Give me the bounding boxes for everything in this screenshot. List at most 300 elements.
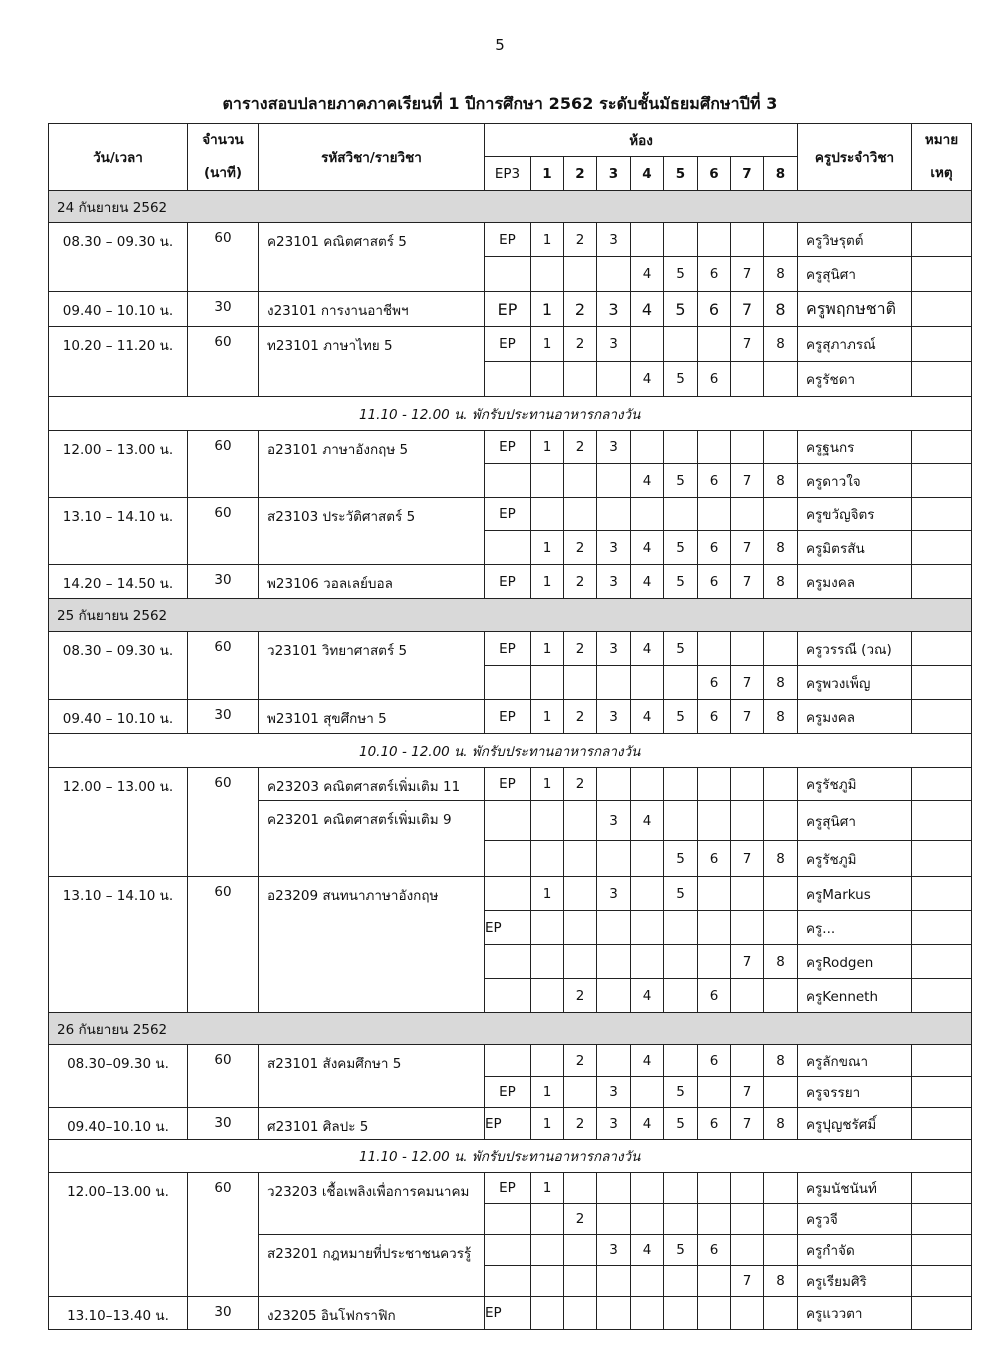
remark-cell	[912, 1173, 972, 1204]
room-ep-cell: EP	[485, 431, 531, 464]
room-4-cell: 4	[631, 565, 664, 599]
room-7-cell	[731, 1204, 764, 1235]
header-subject: รหัสวิชา/รายวิชา	[259, 124, 485, 191]
document-title: ตารางสอบปลายภาคภาคเรียนที่ 1 ปีการศึกษา 2562 ระดับชั้นมัธยมศึกษาปีที่ 3	[222, 94, 778, 113]
room-8-cell	[764, 431, 798, 464]
room-8-cell	[764, 768, 798, 801]
room-7-cell	[731, 1235, 764, 1266]
header-row-1	[49, 124, 972, 157]
room-7-cell: 7	[731, 841, 764, 877]
remark-cell	[912, 1235, 972, 1266]
exam-time: 13.10 – 14.10 น.	[49, 498, 188, 565]
room-5-cell: 5	[664, 1108, 698, 1140]
teacher-name: ครูปุญชรัศมิ์	[798, 1108, 912, 1140]
day-header-row	[49, 599, 972, 632]
exam-time: 09.40 – 10.10 น.	[49, 292, 188, 327]
room-6-cell	[698, 1297, 731, 1330]
room-7-cell	[731, 1045, 764, 1077]
header-duration-line1: จำนวน	[202, 132, 244, 148]
room-3-cell: 3	[597, 1077, 631, 1108]
exam-time: 13.10–13.40 น.	[49, 1297, 188, 1330]
teacher-name: ครูฐนกร	[798, 431, 912, 464]
room-5-cell	[664, 1173, 698, 1204]
room-4-cell	[631, 1173, 664, 1204]
room-1-cell	[531, 257, 564, 292]
exam-duration: 60	[188, 223, 259, 292]
room-1-cell: 1	[531, 632, 564, 666]
subject-name: ง23205 อินโฟกราฟิก	[259, 1297, 485, 1330]
room-6-cell	[698, 945, 731, 979]
room-1-cell: 1	[531, 292, 564, 327]
exam-time: 12.00 – 13.00 น.	[49, 431, 188, 498]
schedule-row	[49, 632, 972, 666]
remark-cell	[912, 431, 972, 464]
room-4-cell: 4	[631, 292, 664, 327]
remark-cell	[912, 877, 972, 911]
exam-time: 08.30–09.30 น.	[49, 1045, 188, 1108]
room-8-cell	[764, 1173, 798, 1204]
room-3-cell	[597, 911, 631, 945]
room-7-cell: 7	[731, 327, 764, 362]
room-8-cell	[764, 223, 798, 257]
room-ep-cell: EP	[485, 1173, 531, 1204]
teacher-name: ครูรัชภูมิ	[798, 841, 912, 877]
room-6-cell	[698, 223, 731, 257]
remark-cell	[912, 768, 972, 801]
teacher-name: ครูมงคล	[798, 700, 912, 734]
room-7-cell	[731, 877, 764, 911]
room-3-cell	[597, 498, 631, 531]
room-4-cell: 4	[631, 700, 664, 734]
exam-duration: 60	[188, 1173, 259, 1297]
room-4-cell	[631, 841, 664, 877]
remark-cell	[912, 945, 972, 979]
room-ep-cell	[485, 1266, 531, 1297]
room-5-cell: 5	[664, 464, 698, 498]
header-room-5: 5	[664, 157, 698, 191]
room-5-cell: 5	[664, 257, 698, 292]
remark-cell	[912, 362, 972, 397]
room-5-cell: 5	[664, 877, 698, 911]
teacher-name: ครูขวัญจิตร	[798, 498, 912, 531]
header-remark-line1: หมาย	[924, 132, 959, 148]
room-6-cell: 6	[698, 1108, 731, 1140]
room-8-cell: 8	[764, 666, 798, 700]
room-5-cell	[664, 768, 698, 801]
room-1-cell: 1	[531, 531, 564, 565]
room-3-cell: 3	[597, 531, 631, 565]
lunch-break-text: 11.10 - 12.00 น. พักรับประทานอาหารกลางวัน	[49, 1140, 972, 1173]
room-3-cell	[597, 1204, 631, 1235]
remark-cell	[912, 531, 972, 565]
schedule-row	[49, 498, 972, 531]
exam-duration: 60	[188, 768, 259, 877]
remark-cell	[912, 979, 972, 1013]
room-8-cell	[764, 801, 798, 841]
room-ep-cell	[485, 666, 531, 700]
subject-name: ท23101 ภาษาไทย 5	[259, 327, 485, 397]
room-4-cell	[631, 223, 664, 257]
room-4-cell	[631, 1297, 664, 1330]
room-4-cell: 4	[631, 257, 664, 292]
room-4-cell	[631, 1204, 664, 1235]
teacher-name: ครูพฤกษชาติ	[798, 292, 912, 327]
header-rooms: ห้อง	[485, 124, 798, 157]
room-4-cell: 4	[631, 1045, 664, 1077]
room-3-cell	[597, 362, 631, 397]
day-date: 24 กันยายน 2562	[49, 191, 972, 223]
day-header-row	[49, 191, 972, 223]
schedule-row	[49, 1173, 972, 1204]
room-8-cell	[764, 1204, 798, 1235]
room-3-cell: 3	[597, 223, 631, 257]
room-5-cell: 5	[664, 632, 698, 666]
day-header-row	[49, 1013, 972, 1045]
subject-name: อ23209 สนทนาภาษาอังกฤษ	[259, 877, 485, 1013]
room-ep-cell	[485, 531, 531, 565]
room-2-cell	[564, 1235, 597, 1266]
remark-cell	[912, 1108, 972, 1140]
exam-time: 10.20 – 11.20 น.	[49, 327, 188, 397]
room-1-cell: 1	[531, 1108, 564, 1140]
room-8-cell: 8	[764, 531, 798, 565]
room-8-cell	[764, 1297, 798, 1330]
schedule-row	[49, 292, 972, 327]
room-8-cell	[764, 877, 798, 911]
exam-time: 09.40 – 10.10 น.	[49, 700, 188, 734]
room-6-cell	[698, 801, 731, 841]
exam-duration: 60	[188, 877, 259, 1013]
room-4-cell: 4	[631, 1235, 664, 1266]
teacher-name: ครูดาวใจ	[798, 464, 912, 498]
room-ep-cell: EP	[485, 223, 531, 257]
remark-cell	[912, 1077, 972, 1108]
room-3-cell: 3	[597, 431, 631, 464]
room-8-cell: 8	[764, 1266, 798, 1297]
room-ep-cell: EP	[485, 1297, 531, 1330]
room-2-cell	[564, 666, 597, 700]
teacher-name: ครูRodgen	[798, 945, 912, 979]
room-4-cell: 4	[631, 362, 664, 397]
day-date: 25 กันยายน 2562	[49, 599, 972, 632]
room-2-cell: 2	[564, 1204, 597, 1235]
teacher-name: ครูรัชดา	[798, 362, 912, 397]
room-1-cell	[531, 1235, 564, 1266]
room-6-cell	[698, 327, 731, 362]
room-2-cell	[564, 362, 597, 397]
room-6-cell	[698, 632, 731, 666]
teacher-name: ครูรัชภูมิ	[798, 768, 912, 801]
room-8-cell: 8	[764, 292, 798, 327]
header-remark-line2: เหตุ	[930, 165, 953, 181]
room-6-cell	[698, 498, 731, 531]
room-3-cell	[597, 979, 631, 1013]
room-6-cell	[698, 431, 731, 464]
exam-duration: 30	[188, 292, 259, 327]
room-7-cell: 7	[731, 666, 764, 700]
exam-duration: 60	[188, 431, 259, 498]
remark-cell	[912, 911, 972, 945]
room-5-cell	[664, 666, 698, 700]
room-4-cell	[631, 1077, 664, 1108]
room-ep-cell: EP	[485, 768, 531, 801]
room-4-cell	[631, 768, 664, 801]
room-7-cell: 7	[731, 945, 764, 979]
room-2-cell: 2	[564, 327, 597, 362]
room-4-cell	[631, 877, 664, 911]
room-4-cell: 4	[631, 464, 664, 498]
room-1-cell	[531, 1297, 564, 1330]
exam-duration: 60	[188, 1045, 259, 1108]
header-time: วัน/เวลา	[49, 124, 188, 191]
room-1-cell: 1	[531, 877, 564, 911]
room-7-cell: 7	[731, 700, 764, 734]
room-6-cell: 6	[698, 700, 731, 734]
teacher-name: ครูแววตา	[798, 1297, 912, 1330]
remark-cell	[912, 292, 972, 327]
room-7-cell	[731, 801, 764, 841]
room-8-cell	[764, 632, 798, 666]
room-5-cell: 5	[664, 700, 698, 734]
room-2-cell: 2	[564, 1108, 597, 1140]
subject-name: ง23101 การงานอาชีพฯ	[259, 292, 485, 327]
room-1-cell	[531, 1266, 564, 1297]
teacher-name: ครูวจี	[798, 1204, 912, 1235]
room-6-cell	[698, 1204, 731, 1235]
room-ep-cell: EP	[485, 1077, 531, 1108]
room-2-cell: 2	[564, 431, 597, 464]
room-2-cell: 2	[564, 979, 597, 1013]
room-ep-cell	[485, 979, 531, 1013]
room-4-cell: 4	[631, 632, 664, 666]
room-2-cell	[564, 257, 597, 292]
room-2-cell: 2	[564, 700, 597, 734]
subject-name: พ23101 สุขศึกษา 5	[259, 700, 485, 734]
room-4-cell	[631, 498, 664, 531]
room-2-cell	[564, 877, 597, 911]
room-1-cell: 1	[531, 768, 564, 801]
teacher-name: ครูKenneth	[798, 979, 912, 1013]
header-room-ep3: EP3	[485, 157, 531, 191]
room-4-cell	[631, 911, 664, 945]
room-5-cell	[664, 801, 698, 841]
exam-time: 12.00 – 13.00 น.	[49, 768, 188, 877]
teacher-name: ครูสุนิศา	[798, 801, 912, 841]
teacher-name: ครูMarkus	[798, 877, 912, 911]
remark-cell	[912, 257, 972, 292]
teacher-name: ครูมงคล	[798, 565, 912, 599]
exam-duration: 30	[188, 700, 259, 734]
teacher-name: ครูวรรณี (วณ)	[798, 632, 912, 666]
subject-name: ศ23101 ศิลปะ 5	[259, 1108, 485, 1140]
room-3-cell: 3	[597, 632, 631, 666]
room-3-cell	[597, 768, 631, 801]
teacher-name: ครูจรรยา	[798, 1077, 912, 1108]
room-5-cell	[664, 327, 698, 362]
room-8-cell: 8	[764, 565, 798, 599]
room-2-cell: 2	[564, 768, 597, 801]
day-date: 26 กันยายน 2562	[49, 1013, 972, 1045]
room-6-cell	[698, 1173, 731, 1204]
room-3-cell: 3	[597, 565, 631, 599]
room-3-cell	[597, 1173, 631, 1204]
header-duration	[188, 124, 259, 191]
room-2-cell: 2	[564, 632, 597, 666]
room-8-cell	[764, 362, 798, 397]
room-7-cell: 7	[731, 531, 764, 565]
subject-name: ส23103 ประวัติศาสตร์ 5	[259, 498, 485, 565]
room-6-cell: 6	[698, 841, 731, 877]
room-ep-cell: EP	[485, 327, 531, 362]
room-1-cell	[531, 979, 564, 1013]
remark-cell	[912, 841, 972, 877]
subject-name: ค23203 คณิตศาสตร์เพิ่มเติม 11	[259, 768, 485, 801]
exam-time: 14.20 – 14.50 น.	[49, 565, 188, 599]
remark-cell	[912, 1045, 972, 1077]
remark-cell	[912, 498, 972, 531]
room-ep-cell: EP	[485, 911, 531, 945]
room-ep-cell	[485, 841, 531, 877]
teacher-name: ครูมนัชนันท์	[798, 1173, 912, 1204]
remark-cell	[912, 1297, 972, 1330]
room-1-cell	[531, 666, 564, 700]
room-3-cell	[597, 666, 631, 700]
room-2-cell	[564, 464, 597, 498]
exam-time: 08.30 – 09.30 น.	[49, 223, 188, 292]
room-2-cell	[564, 801, 597, 841]
lunch-break-row	[49, 1140, 972, 1173]
exam-duration: 60	[188, 632, 259, 700]
room-ep-cell	[485, 362, 531, 397]
room-7-cell	[731, 431, 764, 464]
room-ep-cell: EP	[485, 1108, 531, 1140]
teacher-name: ครูลักขณา	[798, 1045, 912, 1077]
room-4-cell	[631, 945, 664, 979]
room-3-cell	[597, 464, 631, 498]
room-1-cell: 1	[531, 1173, 564, 1204]
room-5-cell: 5	[664, 565, 698, 599]
room-6-cell: 6	[698, 979, 731, 1013]
room-7-cell	[731, 223, 764, 257]
room-4-cell: 4	[631, 1108, 664, 1140]
room-7-cell: 7	[731, 1266, 764, 1297]
room-4-cell: 4	[631, 531, 664, 565]
room-5-cell	[664, 1297, 698, 1330]
room-6-cell	[698, 911, 731, 945]
room-1-cell	[531, 911, 564, 945]
room-1-cell	[531, 801, 564, 841]
remark-cell	[912, 700, 972, 734]
room-ep-cell	[485, 464, 531, 498]
header-room-3: 3	[597, 157, 631, 191]
room-ep-cell	[485, 1204, 531, 1235]
subject-name: ว23101 วิทยาศาสตร์ 5	[259, 632, 485, 700]
room-5-cell: 5	[664, 1077, 698, 1108]
lunch-break-text: 11.10 - 12.00 น. พักรับประทานอาหารกลางวัน	[49, 397, 972, 431]
room-2-cell	[564, 1297, 597, 1330]
page-number: 5	[495, 36, 505, 54]
room-2-cell: 2	[564, 223, 597, 257]
remark-cell	[912, 666, 972, 700]
room-ep-cell: EP	[485, 632, 531, 666]
room-8-cell	[764, 1077, 798, 1108]
room-2-cell	[564, 1077, 597, 1108]
room-2-cell: 2	[564, 531, 597, 565]
header-room-4: 4	[631, 157, 664, 191]
room-5-cell: 5	[664, 362, 698, 397]
room-1-cell	[531, 362, 564, 397]
room-3-cell	[597, 945, 631, 979]
teacher-name: ครู...	[798, 911, 912, 945]
exam-time: 08.30 – 09.30 น.	[49, 632, 188, 700]
room-2-cell	[564, 841, 597, 877]
schedule-row	[49, 1297, 972, 1330]
room-3-cell: 3	[597, 327, 631, 362]
room-1-cell: 1	[531, 327, 564, 362]
room-8-cell: 8	[764, 1045, 798, 1077]
room-2-cell	[564, 945, 597, 979]
room-3-cell	[597, 1045, 631, 1077]
room-1-cell: 1	[531, 223, 564, 257]
header-duration-line2: (นาที)	[203, 165, 243, 181]
remark-cell	[912, 1204, 972, 1235]
header-remark	[912, 124, 972, 191]
room-1-cell	[531, 945, 564, 979]
room-4-cell	[631, 1266, 664, 1297]
room-7-cell	[731, 911, 764, 945]
schedule-row	[49, 223, 972, 257]
room-4-cell	[631, 431, 664, 464]
room-7-cell	[731, 362, 764, 397]
room-1-cell	[531, 841, 564, 877]
subject-name: อ23101 ภาษาอังกฤษ 5	[259, 431, 485, 498]
room-ep-cell	[485, 801, 531, 841]
room-7-cell	[731, 1173, 764, 1204]
room-1-cell: 1	[531, 431, 564, 464]
room-7-cell: 7	[731, 292, 764, 327]
room-ep-cell: EP	[485, 700, 531, 734]
exam-schedule-table	[48, 123, 972, 1330]
remark-cell	[912, 801, 972, 841]
room-8-cell: 8	[764, 841, 798, 877]
room-3-cell	[597, 1297, 631, 1330]
exam-duration: 30	[188, 1297, 259, 1330]
room-6-cell	[698, 877, 731, 911]
room-5-cell	[664, 223, 698, 257]
subject-name: ส23201 กฎหมายที่ประชาชนควรรู้	[259, 1235, 485, 1297]
lunch-break-text: 10.10 - 12.00 น. พักรับประทานอาหารกลางวัน	[49, 734, 972, 768]
room-1-cell	[531, 498, 564, 531]
room-ep-cell: EP	[485, 498, 531, 531]
room-3-cell	[597, 257, 631, 292]
room-8-cell: 8	[764, 464, 798, 498]
schedule-row	[49, 700, 972, 734]
room-7-cell: 7	[731, 257, 764, 292]
room-3-cell	[597, 1266, 631, 1297]
room-5-cell	[664, 1266, 698, 1297]
room-7-cell: 7	[731, 464, 764, 498]
header-teacher: ครูประจำวิชา	[798, 124, 912, 191]
room-7-cell	[731, 979, 764, 1013]
room-5-cell	[664, 979, 698, 1013]
header-room-2: 2	[564, 157, 597, 191]
room-3-cell: 3	[597, 1235, 631, 1266]
room-6-cell: 6	[698, 1235, 731, 1266]
room-2-cell	[564, 911, 597, 945]
teacher-name: ครูเรียมศิริ	[798, 1266, 912, 1297]
exam-time: 12.00–13.00 น.	[49, 1173, 188, 1297]
schedule-row	[49, 1045, 972, 1077]
